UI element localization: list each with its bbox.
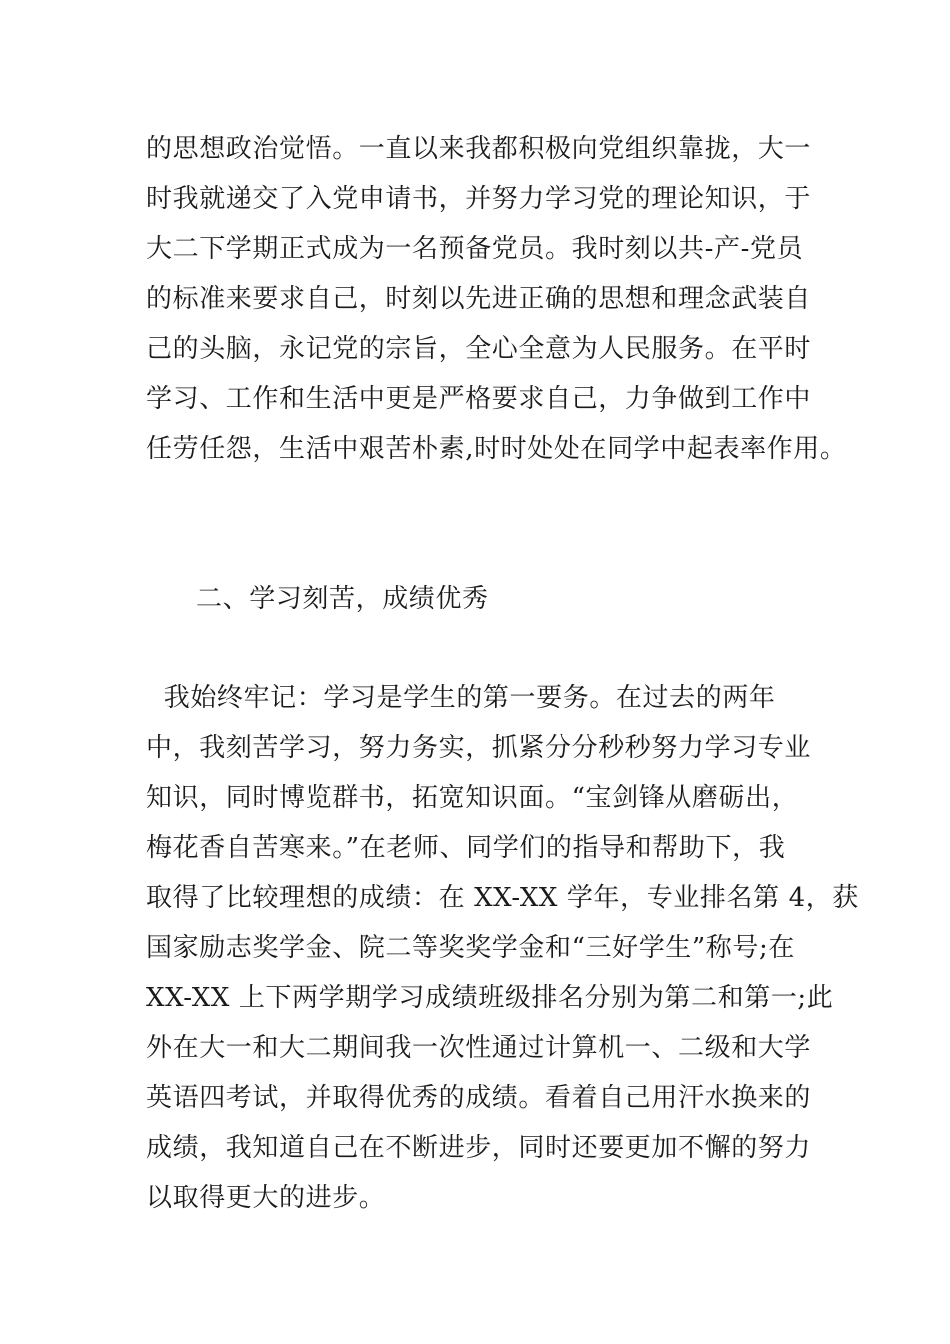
text-line: 外在大一和大二期间我一次性通过计算机一、二级和大学 <box>146 1033 812 1063</box>
text-line: 的思想政治觉悟。一直以来我都积极向党组织靠拢，大一 <box>146 134 812 164</box>
text-line: 己的头脑，永记党的宗旨，全心全意为人民服务。在平时 <box>146 334 812 364</box>
text-line: 知识，同时博览群书，拓宽知识面。“宝剑锋从磨砺出， <box>146 783 799 813</box>
text-line: 英语四考试，并取得优秀的成绩。看着自己用汗水换来的 <box>146 1083 812 1113</box>
text-line: 的标准来要求自己，时刻以先进正确的思想和理念武装自 <box>146 284 812 314</box>
text-line: 取得了比较理想的成绩：在 XX-XX 学年，专业排名第 4，获 <box>146 883 859 913</box>
text-line: 以取得更大的进步。 <box>146 1183 386 1213</box>
text-line: 大二下学期正式成为一名预备党员。我时刻以共-产-党员 <box>146 234 804 264</box>
text-line: 中，我刻苦学习，努力务实，抓紧分分秒秒努力学习专业 <box>146 733 812 763</box>
text-line: 任劳任怨，生活中艰苦朴素,时时处处在同学中起表率作用。 <box>146 434 847 464</box>
text-line: 成绩，我知道自己在不断进步，同时还要更加不懈的努力 <box>146 1133 812 1163</box>
text-line: 学习、工作和生活中更是严格要求自己，力争做到工作中 <box>146 384 812 414</box>
text-line: 时我就递交了入党申请书，并努力学习党的理论知识，于 <box>146 184 812 214</box>
text-line: 我始终牢记：学习是学生的第一要务。在过去的两年 <box>146 683 776 713</box>
text-line: 梅花香自苦寒来。”在老师、同学们的指导和帮助下，我 <box>146 833 786 863</box>
text-line: 国家励志奖学金、院二等奖奖学金和“三好学生”称号;在 <box>146 933 795 963</box>
text-line: XX-XX 上下两学期学习成绩班级排名分别为第二和第一;此 <box>146 983 834 1013</box>
section-heading: 二、学习刻苦，成绩优秀 <box>196 584 489 614</box>
